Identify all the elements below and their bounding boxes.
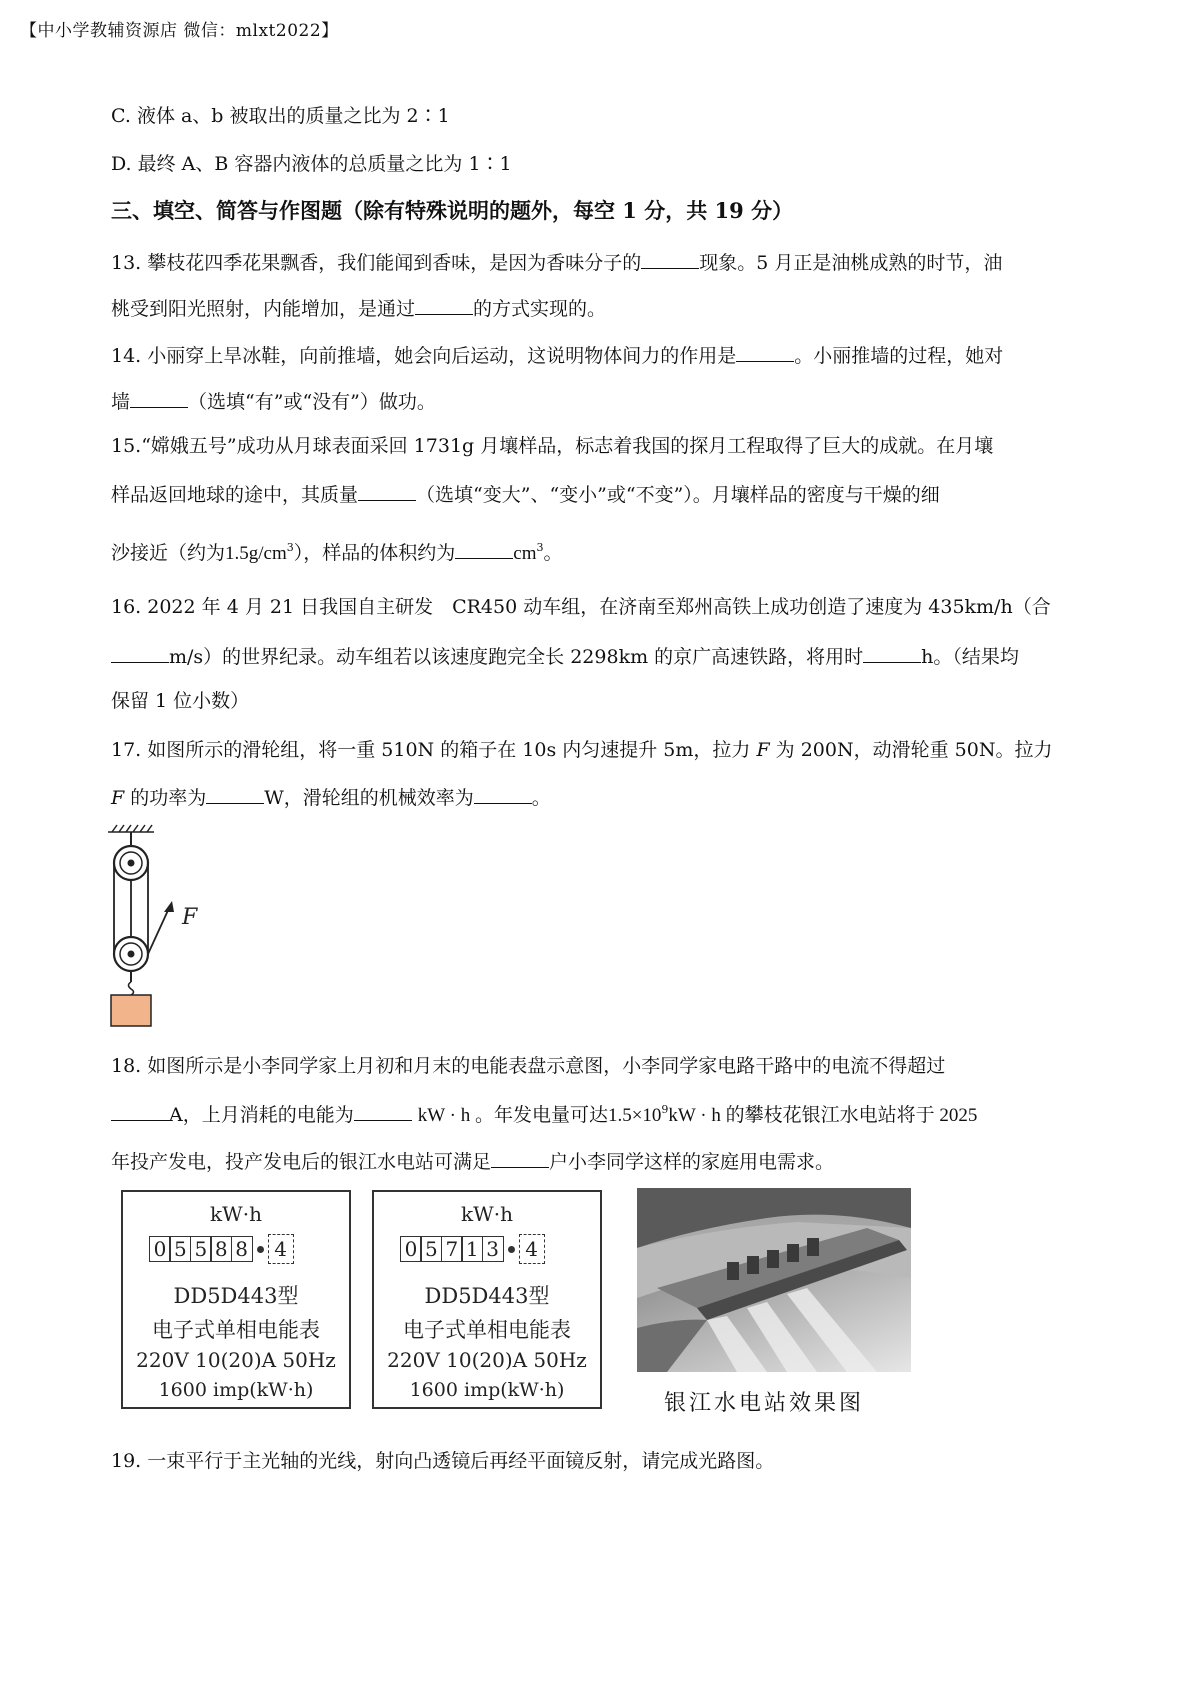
q15-line3: 沙接近（约为$1.5g/cm^3$），样品的体积约为 $cm^3$。 (111, 541, 563, 564)
meter-digit: 5 (169, 1236, 191, 1262)
meter-model: DD5D443型 (424, 1284, 550, 1308)
meter-digit: 5 (190, 1236, 212, 1262)
q14-line1: 14. 小丽穿上旱冰鞋，向前推墙，她会向后运动，这说明物体间力的作用是 。小丽推墙的过程，她对 (111, 345, 1004, 367)
meter-digit: 8 (231, 1236, 253, 1262)
weight-box (111, 995, 151, 1026)
q18-line2: A，上月消耗的电能为 kW · h 。年发电量可达$1.5\times 10^9kW \cdot h$ 的攀枝花银江水电站将于 2025 (111, 1104, 977, 1125)
section-title: 三、填空、简答与作图题（除有特殊说明的题外，每空 1 分，共 19 分） (111, 198, 794, 223)
answer-blank[interactable] (736, 345, 794, 362)
meter-digit: 0 (400, 1236, 422, 1262)
meter-spec: 220V 10(20)A 50Hz (387, 1348, 587, 1372)
answer-blank[interactable] (415, 298, 473, 315)
meter-type: 电子式单相电能表 (403, 1318, 571, 1342)
meter-digit: 7 (441, 1236, 463, 1262)
decimal-point (508, 1246, 515, 1253)
q18-line3: 年投产发电，投产发电后的银江水电站可满足 户小李同学这样的家庭用电需求。 (111, 1151, 835, 1173)
pulley-diagram (100, 822, 220, 1032)
energy-meter-start (121, 1190, 351, 1409)
q14-line2: 墙 （选填“有”或“没有”）做功。 (111, 391, 436, 413)
page-header: 【中小学教辅资源店 微信：mlxt2022】 (20, 21, 339, 41)
answer-blank[interactable] (474, 787, 532, 804)
q16-line1: 16. 2022 年 4 月 21 日我国自主研发 CR450 动车组，在济南至郑州高铁上成功创造了速度为 435km/h（合 (111, 596, 1051, 618)
meter-fraction-digit: 4 (268, 1234, 294, 1264)
force-label: F (182, 905, 198, 930)
q19-line: 19. 一束平行于主光轴的光线，射向凸透镜后再经平面镜反射，请完成光路图。 (111, 1450, 775, 1472)
answer-blank[interactable] (491, 1151, 549, 1168)
q16-line3: 保留 1 位小数） (111, 690, 250, 712)
q17-line1: 17. 如图所示的滑轮组，将一重 510N 的箱子在 10s 内匀速提升 5m，拉力 F 为 200N，动滑轮重 50N。拉力 (111, 739, 1053, 761)
answer-blank[interactable] (111, 646, 169, 663)
energy-meter-end (372, 1190, 602, 1409)
fixed-pulley (114, 846, 148, 880)
answer-blank[interactable] (863, 646, 921, 663)
meter-digits (149, 1234, 294, 1264)
answer-blank[interactable] (455, 542, 513, 559)
q15-line1: 15.“嫦娥五号”成功从月球表面采回 1731g 月壤样品，标志着我国的探月工程取得了巨大的成就。在月壤 (111, 435, 994, 457)
answer-blank[interactable] (206, 787, 264, 804)
answer-blank[interactable] (358, 484, 416, 501)
meter-unit: kW·h (210, 1202, 262, 1226)
meter-digit: 3 (482, 1236, 504, 1262)
meter-digit: 0 (149, 1236, 171, 1262)
meter-model: DD5D443型 (173, 1284, 299, 1308)
meter-digit: 5 (420, 1236, 442, 1262)
q13-line1: 13. 攀枝花四季花果飘香，我们能闻到香味，是因为香味分子的 现象。5 月正是油桃成熟的时节，油 (111, 252, 1003, 274)
hydropower-station-photo (637, 1188, 911, 1372)
option-d: D. 最终 A、B 容器内液体的总质量之比为 1∶1 (111, 153, 512, 175)
meter-digits (400, 1234, 545, 1264)
answer-blank[interactable] (641, 252, 699, 269)
photo-caption: 银江水电站效果图 (664, 1391, 865, 1416)
decimal-point (257, 1246, 264, 1253)
q18-line1: 18. 如图所示是小李同学家上月初和月末的电能表盘示意图，小李同学家电路干路中的电流不得超过 (111, 1055, 946, 1077)
ceiling-hatch (108, 825, 154, 832)
option-c: C. 液体 a、b 被取出的质量之比为 2∶1 (111, 105, 450, 127)
q13-line2: 桃受到阳光照射，内能增加，是通过 的方式实现的。 (111, 298, 607, 320)
meter-digit: 8 (210, 1236, 232, 1262)
force-arrow (164, 901, 174, 912)
q16-line2: m/s）的世界纪录。动车组若以该速度跑完全长 2298km 的京广高速铁路，将用时 h。（结果均 (111, 646, 1019, 667)
answer-blank[interactable] (111, 1104, 169, 1121)
meter-unit: kW·h (461, 1202, 513, 1226)
meter-fraction-digit: 4 (519, 1234, 545, 1264)
movable-pulley (114, 937, 148, 971)
q17-line2: F 的功率为 W，滑轮组的机械效率为 。 (111, 787, 551, 809)
meter-imp: 1600 imp(kW·h) (409, 1379, 565, 1401)
meter-imp: 1600 imp(kW·h) (158, 1379, 314, 1401)
answer-blank[interactable] (130, 391, 188, 408)
q15-line2: 样品返回地球的途中，其质量 （选填“变大”、“变小”或“不变”）。月壤样品的密度与干燥的细 (111, 484, 940, 506)
answer-blank[interactable] (354, 1104, 412, 1121)
meter-type: 电子式单相电能表 (152, 1318, 320, 1342)
meter-digit: 1 (461, 1236, 483, 1262)
meter-spec: 220V 10(20)A 50Hz (136, 1348, 336, 1372)
